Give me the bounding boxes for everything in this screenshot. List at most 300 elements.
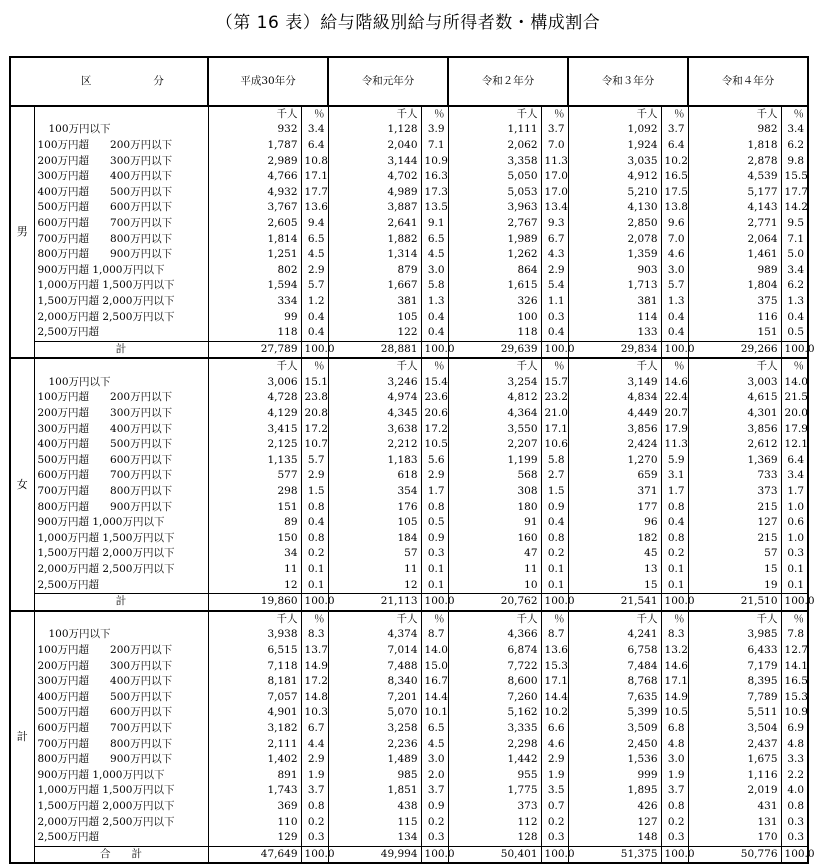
pct-cell: 0.1 <box>421 562 448 578</box>
unit-pct-label: ％ <box>301 611 328 628</box>
total-pct-cell: 100.0 <box>421 846 448 863</box>
pct-cell: 4.5 <box>421 737 448 753</box>
bracket-label: 600万円超 700万円以下 <box>34 468 208 484</box>
count-cell: 11 <box>208 562 301 578</box>
count-cell: 1,199 <box>448 453 541 469</box>
count-cell: 4,932 <box>208 185 301 201</box>
bracket-label: 600万円超 700万円以下 <box>34 216 208 232</box>
count-cell: 118 <box>448 325 541 341</box>
pct-cell: 4.6 <box>661 247 688 263</box>
count-cell: 5,399 <box>568 705 661 721</box>
pct-cell: 6.8 <box>661 721 688 737</box>
table-row <box>10 422 808 438</box>
count-cell: 1,989 <box>448 232 541 248</box>
count-cell: 45 <box>568 546 661 562</box>
table-row <box>10 278 808 294</box>
table-row <box>10 325 808 341</box>
pct-cell: 3.4 <box>781 122 808 138</box>
table-row <box>10 546 808 562</box>
table-row <box>10 375 808 391</box>
total-row <box>10 594 808 611</box>
pct-cell: 10.1 <box>421 705 448 721</box>
pct-cell: 4.6 <box>541 737 568 753</box>
count-cell: 4,702 <box>328 169 421 185</box>
pct-cell: 12.7 <box>781 643 808 659</box>
count-cell: 57 <box>688 546 781 562</box>
pct-cell: 8.3 <box>661 627 688 643</box>
pct-cell: 0.6 <box>781 515 808 531</box>
count-cell: 3,638 <box>328 422 421 438</box>
pct-cell: 0.3 <box>781 815 808 831</box>
pct-cell: 5.9 <box>661 453 688 469</box>
pct-cell: 17.1 <box>301 169 328 185</box>
pct-cell: 0.1 <box>421 578 448 594</box>
count-cell: 989 <box>688 263 781 279</box>
count-cell: 3,358 <box>448 154 541 170</box>
pct-cell: 6.2 <box>781 278 808 294</box>
table-row <box>10 138 808 154</box>
count-cell: 3,856 <box>568 422 661 438</box>
pct-cell: 5.7 <box>301 278 328 294</box>
pct-cell: 17.2 <box>421 422 448 438</box>
pct-cell: 0.4 <box>541 515 568 531</box>
pct-cell: 0.1 <box>541 578 568 594</box>
count-cell: 1,402 <box>208 752 301 768</box>
count-cell: 5,210 <box>568 185 661 201</box>
count-cell: 7,201 <box>328 690 421 706</box>
header-row <box>10 57 808 106</box>
count-cell: 3,856 <box>688 422 781 438</box>
pct-cell: 0.3 <box>661 830 688 846</box>
bracket-label: 500万円超 600万円以下 <box>34 705 208 721</box>
count-cell: 131 <box>688 815 781 831</box>
bracket-label: 100万円以下 <box>34 122 208 138</box>
unit-count-label: 千人 <box>568 106 661 123</box>
pct-cell: 3.4 <box>781 263 808 279</box>
count-cell: 151 <box>208 500 301 516</box>
total-count-cell: 50,776 <box>688 846 781 863</box>
unit-pct-label: ％ <box>301 358 328 375</box>
count-cell: 6,758 <box>568 643 661 659</box>
unit-count-label: 千人 <box>448 611 541 628</box>
bracket-label: 700万円超 800万円以下 <box>34 484 208 500</box>
count-cell: 3,415 <box>208 422 301 438</box>
pct-cell: 0.3 <box>781 546 808 562</box>
pct-cell: 9.4 <box>301 216 328 232</box>
pct-cell: 20.7 <box>661 406 688 422</box>
total-label: 計 <box>34 594 208 611</box>
table-row <box>10 783 808 799</box>
pct-cell: 5.0 <box>781 247 808 263</box>
pct-cell: 16.5 <box>661 169 688 185</box>
pct-cell: 6.4 <box>781 453 808 469</box>
unit-row <box>10 358 808 375</box>
count-cell: 182 <box>568 531 661 547</box>
unit-count-label: 千人 <box>448 106 541 123</box>
count-cell: 334 <box>208 294 301 310</box>
pct-cell: 5.6 <box>421 453 448 469</box>
count-cell: 1,924 <box>568 138 661 154</box>
pct-cell: 15.0 <box>421 659 448 675</box>
pct-cell: 6.5 <box>421 232 448 248</box>
pct-cell: 17.2 <box>301 674 328 690</box>
count-cell: 116 <box>688 310 781 326</box>
page-title: （第 16 表）給与階級別給与所得者数・構成割合 <box>215 13 601 33</box>
table-row <box>10 674 808 690</box>
count-cell: 7,014 <box>328 643 421 659</box>
count-cell: 1,135 <box>208 453 301 469</box>
unit-count-label: 千人 <box>328 106 421 123</box>
pct-cell: 3.5 <box>541 783 568 799</box>
pct-cell: 0.4 <box>421 310 448 326</box>
count-cell: 3,963 <box>448 200 541 216</box>
pct-cell: 0.9 <box>421 531 448 547</box>
count-cell: 1,804 <box>688 278 781 294</box>
count-cell: 2,078 <box>568 232 661 248</box>
count-cell: 2,612 <box>688 437 781 453</box>
pct-cell: 22.4 <box>661 390 688 406</box>
count-cell: 122 <box>328 325 421 341</box>
bracket-label: 400万円超 500万円以下 <box>34 690 208 706</box>
pct-cell: 9.5 <box>781 216 808 232</box>
total-count-cell: 20,762 <box>448 594 541 611</box>
total-count-cell: 29,639 <box>448 341 541 358</box>
count-cell: 215 <box>688 531 781 547</box>
count-cell: 2,207 <box>448 437 541 453</box>
pct-cell: 0.8 <box>541 531 568 547</box>
count-cell: 4,728 <box>208 390 301 406</box>
table-row <box>10 768 808 784</box>
pct-cell: 1.7 <box>781 484 808 500</box>
bracket-label: 600万円超 700万円以下 <box>34 721 208 737</box>
pct-cell: 1.5 <box>301 484 328 500</box>
pct-cell: 2.9 <box>421 468 448 484</box>
pct-cell: 0.2 <box>661 546 688 562</box>
count-cell: 2,212 <box>328 437 421 453</box>
count-cell: 2,437 <box>688 737 781 753</box>
pct-cell: 11.3 <box>661 437 688 453</box>
pct-cell: 1.0 <box>781 531 808 547</box>
count-cell: 381 <box>328 294 421 310</box>
total-count-cell: 19,860 <box>208 594 301 611</box>
count-cell: 134 <box>328 830 421 846</box>
pct-cell: 15.5 <box>781 169 808 185</box>
total-pct-cell: 100.0 <box>541 594 568 611</box>
bracket-label: 1,500万円超 2,000万円以下 <box>34 294 208 310</box>
count-cell: 5,070 <box>328 705 421 721</box>
pct-cell: 1.7 <box>661 484 688 500</box>
count-cell: 4,374 <box>328 627 421 643</box>
section-label: 計 <box>10 611 34 864</box>
count-cell: 91 <box>448 515 541 531</box>
count-cell: 1,111 <box>448 122 541 138</box>
pct-cell: 14.6 <box>661 375 688 391</box>
pct-cell: 13.6 <box>301 200 328 216</box>
count-cell: 7,057 <box>208 690 301 706</box>
pct-cell: 4.4 <box>301 737 328 753</box>
count-cell: 4,366 <box>448 627 541 643</box>
count-cell: 2,605 <box>208 216 301 232</box>
pct-cell: 17.2 <box>301 422 328 438</box>
count-cell: 47 <box>448 546 541 562</box>
pct-cell: 0.4 <box>541 325 568 341</box>
count-cell: 4,834 <box>568 390 661 406</box>
pct-cell: 3.9 <box>421 122 448 138</box>
unit-pct-label: ％ <box>421 106 448 123</box>
count-cell: 10 <box>448 578 541 594</box>
count-cell: 3,006 <box>208 375 301 391</box>
table-row <box>10 294 808 310</box>
pct-cell: 15.4 <box>421 375 448 391</box>
pct-cell: 0.5 <box>781 325 808 341</box>
count-cell: 7,179 <box>688 659 781 675</box>
pct-cell: 0.2 <box>541 815 568 831</box>
pct-cell: 0.2 <box>301 546 328 562</box>
pct-cell: 1.5 <box>541 484 568 500</box>
pct-cell: 5.7 <box>301 453 328 469</box>
pct-cell: 0.7 <box>541 799 568 815</box>
pct-cell: 8.3 <box>301 627 328 643</box>
count-cell: 326 <box>448 294 541 310</box>
table-row <box>10 200 808 216</box>
pct-cell: 13.5 <box>421 200 448 216</box>
total-pct-cell: 100.0 <box>301 341 328 358</box>
count-cell: 7,635 <box>568 690 661 706</box>
pct-cell: 13.2 <box>661 643 688 659</box>
pct-cell: 1.0 <box>781 500 808 516</box>
count-cell: 12 <box>208 578 301 594</box>
total-label: 計 <box>34 341 208 358</box>
count-cell: 1,251 <box>208 247 301 263</box>
unit-pct-label: ％ <box>541 611 568 628</box>
count-cell: 298 <box>208 484 301 500</box>
pct-cell: 1.3 <box>421 294 448 310</box>
count-cell: 13 <box>568 562 661 578</box>
count-cell: 8,340 <box>328 674 421 690</box>
table-row <box>10 562 808 578</box>
pct-cell: 6.6 <box>541 721 568 737</box>
count-cell: 160 <box>448 531 541 547</box>
pct-cell: 0.3 <box>541 310 568 326</box>
total-count-cell: 27,789 <box>208 341 301 358</box>
count-cell: 1,270 <box>568 453 661 469</box>
count-cell: 618 <box>328 468 421 484</box>
pct-cell: 3.1 <box>661 468 688 484</box>
count-cell: 4,989 <box>328 185 421 201</box>
bracket-label: 500万円超 600万円以下 <box>34 200 208 216</box>
count-cell: 4,615 <box>688 390 781 406</box>
count-cell: 6,515 <box>208 643 301 659</box>
table-row <box>10 515 808 531</box>
pct-cell: 1.9 <box>301 768 328 784</box>
table-row <box>10 122 808 138</box>
table-row <box>10 705 808 721</box>
unit-count-label: 千人 <box>568 358 661 375</box>
pct-cell: 3.0 <box>421 263 448 279</box>
pct-cell: 9.8 <box>781 154 808 170</box>
count-cell: 180 <box>448 500 541 516</box>
pct-cell: 5.8 <box>541 453 568 469</box>
count-cell: 11 <box>448 562 541 578</box>
count-cell: 8,181 <box>208 674 301 690</box>
total-pct-cell: 100.0 <box>541 341 568 358</box>
count-cell: 2,111 <box>208 737 301 753</box>
unit-pct-label: ％ <box>781 358 808 375</box>
category-header <box>10 57 208 106</box>
count-cell: 371 <box>568 484 661 500</box>
table-row <box>10 154 808 170</box>
count-cell: 2,019 <box>688 783 781 799</box>
pct-cell: 10.9 <box>781 705 808 721</box>
pct-cell: 2.9 <box>301 263 328 279</box>
pct-cell: 0.1 <box>301 562 328 578</box>
pct-cell: 4.3 <box>541 247 568 263</box>
bracket-label: 1,000万円超 1,500万円以下 <box>34 278 208 294</box>
section-label: 男 <box>10 106 34 359</box>
count-cell: 176 <box>328 500 421 516</box>
count-cell: 375 <box>688 294 781 310</box>
unit-row <box>10 106 808 123</box>
count-cell: 1,092 <box>568 122 661 138</box>
total-count-cell: 47,649 <box>208 846 301 863</box>
table-row <box>10 484 808 500</box>
count-cell: 4,766 <box>208 169 301 185</box>
count-cell: 3,504 <box>688 721 781 737</box>
pct-cell: 0.1 <box>661 562 688 578</box>
count-cell: 1,818 <box>688 138 781 154</box>
count-cell: 3,003 <box>688 375 781 391</box>
count-cell: 184 <box>328 531 421 547</box>
pct-cell: 0.3 <box>421 546 448 562</box>
count-cell: 1,536 <box>568 752 661 768</box>
pct-cell: 1.3 <box>661 294 688 310</box>
count-cell: 127 <box>568 815 661 831</box>
count-cell: 2,040 <box>328 138 421 154</box>
pct-cell: 10.3 <box>301 705 328 721</box>
pct-cell: 14.2 <box>781 200 808 216</box>
count-cell: 4,130 <box>568 200 661 216</box>
table-row <box>10 643 808 659</box>
unit-count-label: 千人 <box>688 611 781 628</box>
unit-pct-label: ％ <box>781 106 808 123</box>
pct-cell: 0.8 <box>421 500 448 516</box>
bracket-label: 2,000万円超 2,500万円以下 <box>34 815 208 831</box>
bracket-label: 800万円超 900万円以下 <box>34 500 208 516</box>
pct-cell: 15.1 <box>301 375 328 391</box>
unit-count-label: 千人 <box>448 358 541 375</box>
pct-cell: 2.7 <box>541 468 568 484</box>
pct-cell: 3.0 <box>661 263 688 279</box>
bracket-label: 300万円超 400万円以下 <box>34 674 208 690</box>
pct-cell: 0.1 <box>781 562 808 578</box>
count-cell: 891 <box>208 768 301 784</box>
count-cell: 1,461 <box>688 247 781 263</box>
income-bracket-table <box>9 56 815 864</box>
count-cell: 151 <box>688 325 781 341</box>
count-cell: 2,064 <box>688 232 781 248</box>
pct-cell: 1.9 <box>541 768 568 784</box>
pct-cell: 14.0 <box>421 643 448 659</box>
pct-cell: 4.5 <box>301 247 328 263</box>
unit-row-label-blank <box>34 611 208 628</box>
pct-cell: 0.8 <box>661 500 688 516</box>
count-cell: 2,450 <box>568 737 661 753</box>
count-cell: 34 <box>208 546 301 562</box>
pct-cell: 0.1 <box>301 578 328 594</box>
count-cell: 4,345 <box>328 406 421 422</box>
pct-cell: 21.5 <box>781 390 808 406</box>
count-cell: 438 <box>328 799 421 815</box>
table-row <box>10 169 808 185</box>
total-row <box>10 846 808 863</box>
pct-cell: 7.0 <box>661 232 688 248</box>
count-cell: 4,912 <box>568 169 661 185</box>
pct-cell: 10.2 <box>541 705 568 721</box>
total-pct-cell: 100.0 <box>781 341 808 358</box>
count-cell: 955 <box>448 768 541 784</box>
unit-pct-label: ％ <box>421 611 448 628</box>
pct-cell: 14.4 <box>421 690 448 706</box>
pct-cell: 6.7 <box>541 232 568 248</box>
pct-cell: 11.3 <box>541 154 568 170</box>
pct-cell: 0.1 <box>781 578 808 594</box>
pct-cell: 3.4 <box>301 122 328 138</box>
total-pct-cell: 100.0 <box>421 594 448 611</box>
count-cell: 1,882 <box>328 232 421 248</box>
pct-cell: 0.3 <box>781 830 808 846</box>
count-cell: 170 <box>688 830 781 846</box>
table-row <box>10 752 808 768</box>
count-cell: 932 <box>208 122 301 138</box>
table-row <box>10 830 808 846</box>
count-cell: 129 <box>208 830 301 846</box>
count-cell: 1,743 <box>208 783 301 799</box>
count-cell: 577 <box>208 468 301 484</box>
year-header: 令和元年分 <box>328 57 448 106</box>
count-cell: 5,177 <box>688 185 781 201</box>
table-row <box>10 247 808 263</box>
count-cell: 3,938 <box>208 627 301 643</box>
total-count-cell: 21,113 <box>328 594 421 611</box>
bracket-label: 900万円超 1,000万円以下 <box>34 515 208 531</box>
count-cell: 105 <box>328 515 421 531</box>
pct-cell: 16.3 <box>421 169 448 185</box>
count-cell: 89 <box>208 515 301 531</box>
pct-cell: 12.1 <box>781 437 808 453</box>
count-cell: 1,895 <box>568 783 661 799</box>
count-cell: 7,260 <box>448 690 541 706</box>
count-cell: 12 <box>328 578 421 594</box>
count-cell: 3,254 <box>448 375 541 391</box>
count-cell: 426 <box>568 799 661 815</box>
count-cell: 115 <box>328 815 421 831</box>
pct-cell: 17.7 <box>781 185 808 201</box>
count-cell: 3,258 <box>328 721 421 737</box>
table-row <box>10 737 808 753</box>
count-cell: 1,851 <box>328 783 421 799</box>
count-cell: 3,149 <box>568 375 661 391</box>
table-row <box>10 799 808 815</box>
count-cell: 2,641 <box>328 216 421 232</box>
count-cell: 6,874 <box>448 643 541 659</box>
pct-cell: 0.8 <box>781 799 808 815</box>
count-cell: 148 <box>568 830 661 846</box>
pct-cell: 15.3 <box>541 659 568 675</box>
total-count-cell: 49,994 <box>328 846 421 863</box>
pct-cell: 13.6 <box>541 643 568 659</box>
bracket-label: 500万円超 600万円以下 <box>34 453 208 469</box>
count-cell: 7,722 <box>448 659 541 675</box>
